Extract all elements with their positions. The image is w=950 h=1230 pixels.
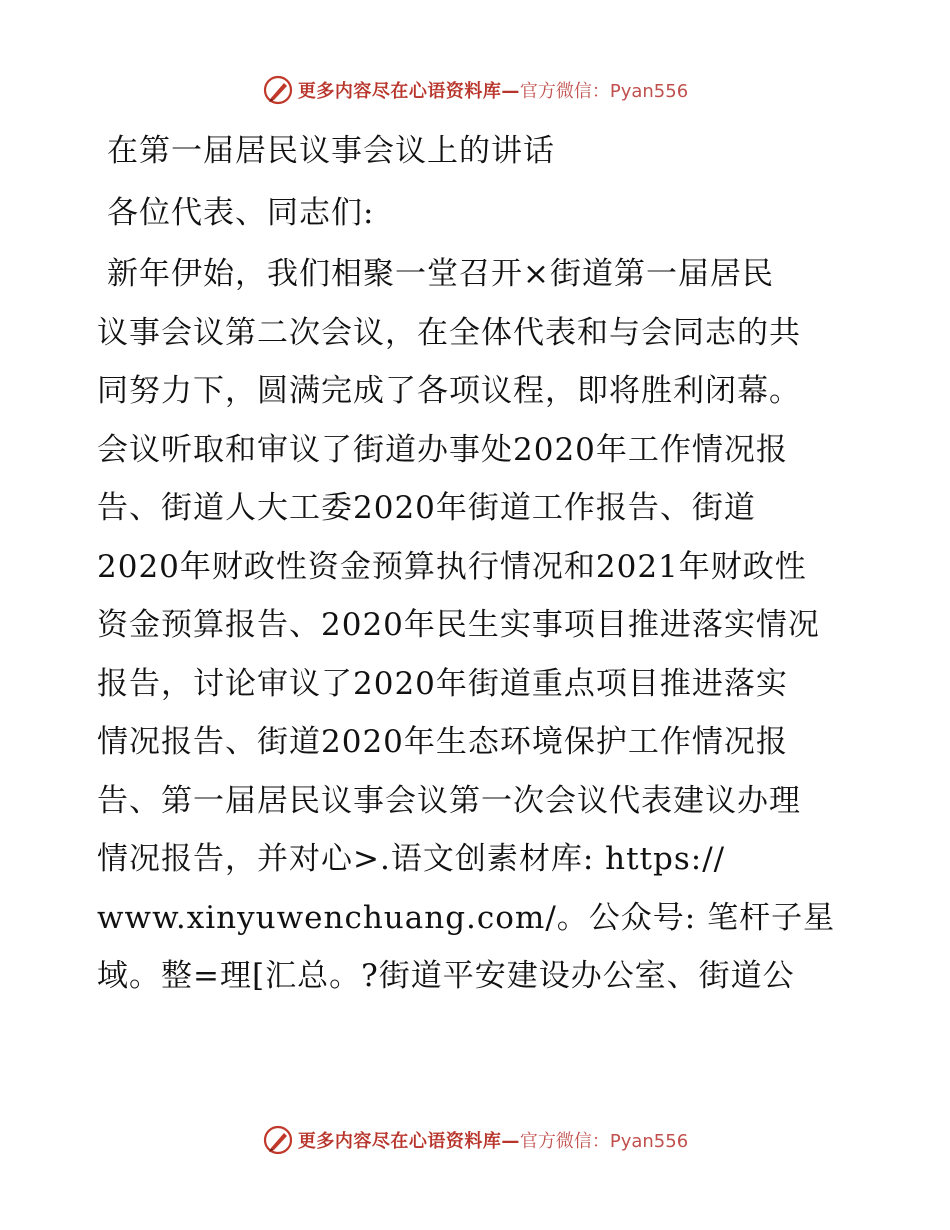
header-banner	[0, 70, 950, 110]
document-title: 在第一届居民议事会议上的讲话	[107, 133, 555, 169]
salutation: 各位代表、同志们:	[107, 194, 375, 231]
paragraph-line: 告、第一届居民议事会议第一次会议代表建议办理	[97, 782, 801, 819]
paragraph-line: 报告，讨论审议了2020年街道重点项目推进落实	[97, 665, 788, 702]
banner-brand-text: 更多内容尽在心语资料库—	[297, 1131, 520, 1152]
banner-contact-text: 官方微信：Pyan556	[519, 1131, 689, 1152]
banner-contact-text: 官方微信：Pyan556	[519, 81, 689, 102]
pen-logo-icon	[262, 1124, 294, 1156]
paragraph-line: 议事会议第二次会议，在全体代表和与会同志的共	[97, 314, 801, 351]
document-body	[97, 122, 867, 1006]
pen-logo-icon	[262, 74, 294, 106]
paragraph-line: 新年伊始，我们相聚一堂召开×街道第一届居民	[107, 256, 774, 292]
paragraph-line: 资金预算报告、2020年民生实事项目推进落实情况	[97, 607, 820, 643]
paragraph-line: 告、街道人大工委2020年街道工作报告、街道	[97, 490, 756, 526]
footer-banner	[0, 1120, 950, 1160]
paragraph-line: www.xinyuwenchuang.com/。公众号: 笔杆子星	[97, 899, 836, 936]
paragraph-line: 情况报告，并对心>.语文创素材库: https://	[97, 841, 726, 877]
banner-brand-text: 更多内容尽在心语资料库—	[297, 81, 520, 102]
paragraph-line: 2020年财政性资金预算执行情况和2021年财政性	[97, 548, 807, 585]
paragraph-line: 情况报告、街道2020年生态环境保护工作情况报	[97, 724, 788, 760]
paragraph-line: 同努力下，圆满完成了各项议程，即将胜利闭幕。	[97, 373, 801, 409]
paragraph-line: 域。整=理[汇总。?街道平安建设办公室、街道公	[97, 958, 795, 994]
paragraph-line: 会议听取和审议了街道办事处2020年工作情况报	[97, 431, 788, 468]
